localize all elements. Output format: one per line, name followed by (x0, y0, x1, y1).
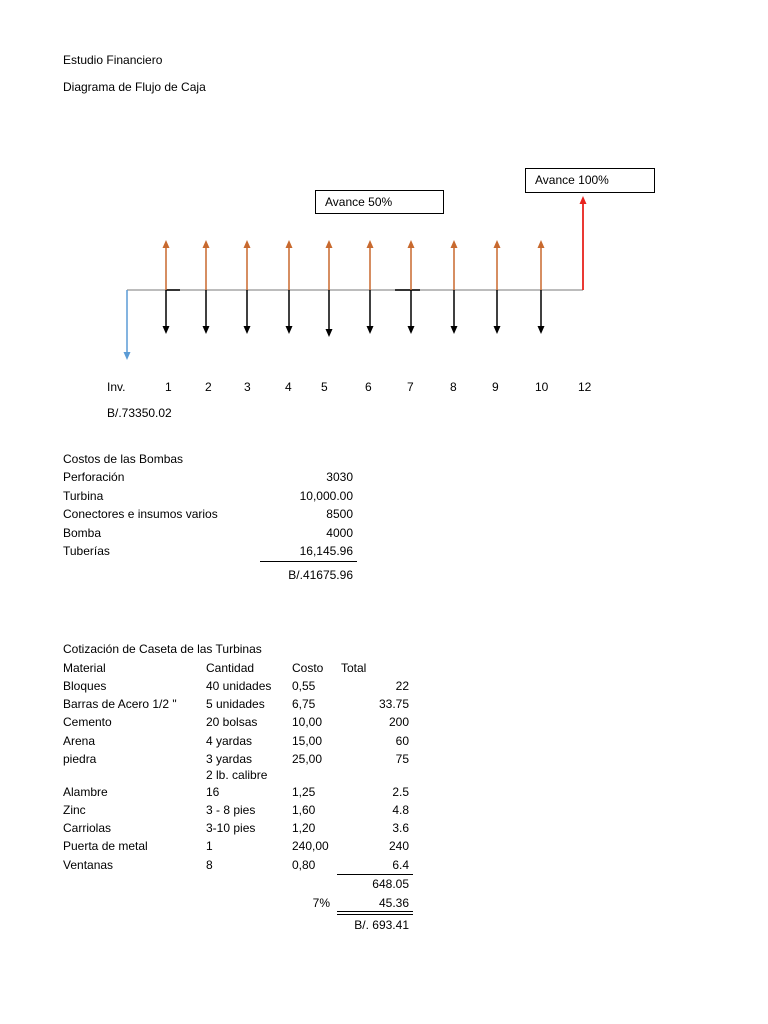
inflow-arrow-head (163, 240, 170, 248)
caseta-cantidad: 1 (206, 839, 213, 853)
caseta-costo: 1,20 (292, 821, 316, 835)
outflow-arrow-head (203, 326, 210, 334)
caseta-total: 240 (388, 839, 409, 853)
header-cantidad: Cantidad (206, 661, 255, 675)
caseta-title: Cotización de Caseta de las Turbinas (63, 642, 262, 656)
period-label: 4 (285, 380, 292, 394)
caseta-tax-label: 7% (312, 896, 330, 910)
bombas-total-rule (260, 561, 357, 562)
caseta-costo: 1,60 (292, 803, 316, 817)
caseta-cantidad: 8 (206, 858, 213, 872)
bombas-item-value: 16,145.96 (299, 544, 353, 558)
caseta-material: Arena (63, 734, 96, 748)
caseta-total: 6.4 (392, 858, 409, 872)
caseta-total: 3.6 (392, 821, 409, 835)
caseta-cantidad: 5 unidades (206, 697, 265, 711)
caseta-material: Puerta de metal (63, 839, 148, 853)
caseta-total: 33.75 (378, 697, 409, 711)
caseta-material: Alambre (63, 785, 108, 799)
bombas-item-name: Tuberías (63, 544, 110, 558)
period-label: 7 (407, 380, 414, 394)
outflow-arrow-head (538, 326, 545, 334)
caseta-cantidad: 20 bolsas (206, 715, 258, 729)
avance-50-box: Avance 50% (315, 190, 444, 214)
period-label: 2 (205, 380, 212, 394)
period-label: 5 (321, 380, 328, 394)
caseta-costo: 10,00 (292, 715, 323, 729)
inflow-arrow-head (538, 240, 545, 248)
caseta-cantidad: 4 yardas (206, 734, 253, 748)
caseta-total: 2.5 (392, 785, 409, 799)
caseta-material: Bloques (63, 679, 107, 693)
caseta-material: Barras de Acero 1/2 " (63, 697, 177, 711)
bombas-total: B/.41675.96 (288, 568, 353, 582)
bombas-item-value: 10,000.00 (299, 489, 353, 503)
caseta-cantidad: 16 (206, 785, 220, 799)
outflow-arrow-head (286, 326, 293, 334)
bombas-item-name: Bomba (63, 526, 102, 540)
caseta-material: Zinc (63, 803, 86, 817)
bombas-item-name: Conectores e insumos varios (63, 507, 218, 521)
inflow-arrow-head (286, 240, 293, 248)
caseta-material: Ventanas (63, 858, 114, 872)
investment-amount: B/.73350.02 (107, 406, 172, 420)
period-label: 12 (578, 380, 592, 394)
caseta-grand-total: B/. 693.41 (354, 918, 409, 932)
caseta-total: 75 (395, 752, 409, 766)
caseta-total: 22 (395, 679, 409, 693)
caseta-total: 4.8 (392, 803, 409, 817)
header-total: Total (341, 661, 367, 675)
bombas-title: Costos de las Bombas (63, 452, 184, 466)
caseta-cantidad: 3 yardas (206, 752, 253, 766)
inflow-arrow-head (451, 240, 458, 248)
caseta-material: Carriolas (63, 821, 112, 835)
caseta-subtotal-rule (337, 874, 413, 875)
document-subtitle: Diagrama de Flujo de Caja (63, 80, 206, 94)
investment-arrow-head (124, 352, 131, 360)
document-title: Estudio Financiero (63, 53, 163, 67)
caseta-total-rule-1 (337, 911, 413, 912)
outflow-arrow-head (451, 326, 458, 334)
caseta-costo: 0,55 (292, 679, 316, 693)
period-label: 10 (535, 380, 549, 394)
caseta-costo: 6,75 (292, 697, 316, 711)
bombas-item-name: Perforación (63, 470, 125, 484)
inflow-arrow-head (244, 240, 251, 248)
caseta-total: 200 (388, 715, 409, 729)
period-label: 8 (450, 380, 457, 394)
caseta-cantidad: 40 unidades (206, 679, 272, 693)
period-label: Inv. (107, 380, 126, 394)
bombas-item-value: 4000 (326, 526, 353, 540)
caseta-total: 60 (395, 734, 409, 748)
caseta-total-rule-2 (337, 914, 413, 915)
bombas-item-value: 8500 (326, 507, 353, 521)
outflow-arrow-head (244, 326, 251, 334)
inflow-arrow-head (367, 240, 374, 248)
caseta-subtotal: 648.05 (372, 877, 409, 891)
inflow-arrow-head (494, 240, 501, 248)
caseta-costo: 25,00 (292, 752, 323, 766)
bombas-item-name: Turbina (63, 489, 104, 503)
avance-100-box: Avance 100% (525, 168, 655, 193)
period-label: 9 (492, 380, 499, 394)
caseta-cantidad: 3-10 pies (206, 821, 256, 835)
header-material: Material (63, 661, 106, 675)
outflow-arrow-head (494, 326, 501, 334)
caseta-costo: 0,80 (292, 858, 316, 872)
period-label: 1 (165, 380, 172, 394)
caseta-tax-value: 45.36 (378, 896, 409, 910)
final-inflow-arrow-head (580, 196, 587, 204)
caseta-costo: 240,00 (292, 839, 329, 853)
caseta-costo: 15,00 (292, 734, 323, 748)
caseta-cantidad-note: 2 lb. calibre (206, 768, 268, 782)
header-costo: Costo (292, 661, 324, 675)
period-label: 3 (244, 380, 251, 394)
caseta-costo: 1,25 (292, 785, 316, 799)
inflow-arrow-head (203, 240, 210, 248)
caseta-material: Cemento (63, 715, 112, 729)
bombas-item-value: 3030 (326, 470, 353, 484)
outflow-arrow-head (408, 326, 415, 334)
caseta-cantidad: 3 - 8 pies (206, 803, 256, 817)
inflow-arrow-head (326, 240, 333, 248)
caseta-material: piedra (63, 752, 97, 766)
outflow-arrow-head (367, 326, 374, 334)
period-label: 6 (365, 380, 372, 394)
outflow-arrow-head (163, 326, 170, 334)
inflow-arrow-head (408, 240, 415, 248)
outflow-arrow-head (326, 329, 333, 337)
